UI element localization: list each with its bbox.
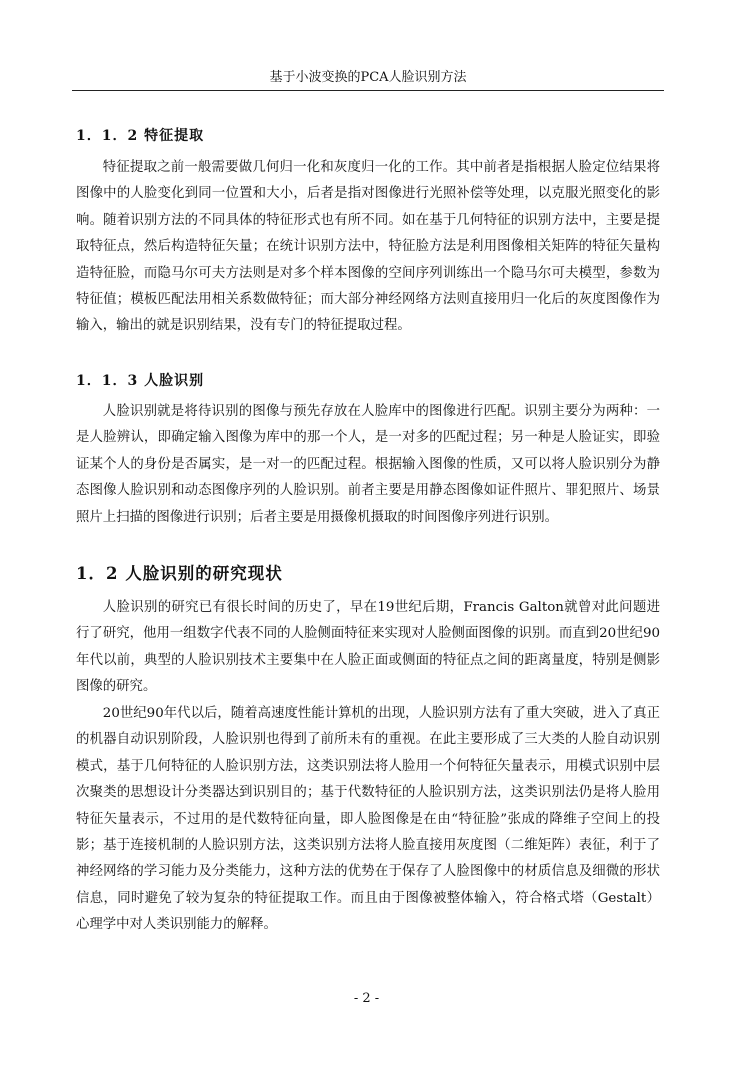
header-rule [72,90,664,91]
section-heading-1-2: 1．2 人脸识别的研究现状 [76,564,283,583]
paragraph-research-history: 人脸识别的研究已有很长时间的历史了，早在19世纪后期，Francis Galton就曾对此问题进行了研究，他用一组数字代表不同的人脸侧面特征来实现对人脸侧面图像的识别。而直到20世纪90年代以前，典型的人脸识别技术主要集中在人脸正面或侧面的特征点之间的距离量度，特别是侧影图像的研究。 [76,600,660,695]
paragraph-research-status: 20世纪90年代以后，随着高速度性能计算机的出现，人脸识别方法有了重大突破，进入了真正的机器自动识别阶段，人脸识别也得到了前所未有的重视。在此主要形成了三大类的人脸自动识别模式，基于几何特征的人脸识别方法，这类识别法将人脸用一个何特征矢量表示，用模式识别中层次聚类的思想设计分类器达到识别目的；基于代数特征的人脸识别方法，这类识别法仍是将人脸用特征矢量表示，不过用的是代数特征向量，即人脸图像是在由“特征脸”张成的降维子空间上的投影；基于连接机制的人脸识别方法，这类识别方法将人脸直接用灰度图（二维矩阵）表征，利于了神经网络的学习能力及分类能力，这种方法的优势在于保存了人脸图像中的材质信息及细微的形状信息，同时避免了较为复杂的特征提取工作。而且由于图像被整体输入，符合格式塔（Gestalt）心理学中对人类识别能力的解释。 [76,706,660,933]
running-header: 基于小波变换的PCA人脸识别方法 [269,70,467,85]
paragraph-face-recognition: 人脸识别就是将待识别的图像与预先存放在人脸库中的图像进行匹配。识别主要分为两种：一是人脸辨认，即确定输入图像为库中的那一个人，是一对多的匹配过程；另一种是人脸证实，即验证某个人的身份是否属实，是一对一的匹配过程。根据输入图像的性质，又可以将人脸识别分为静态图像人脸识别和动态图像序列的人脸识别。前者主要是用静态图像如证件照片、罪犯照片、场景照片上扫描的图像进行识别；后者主要是用摄像机摄取的时间图像序列进行识别。 [76,404,660,525]
page-number: - 2 - [353,991,380,1006]
section-heading-1-1-3: 1．1．3 人脸识别 [76,373,205,389]
section-heading-1-1-2: 1．1．2 特征提取 [76,128,205,144]
paragraph-feature-extraction: 特征提取之前一般需要做几何归一化和灰度归一化的工作。其中前者是指根据人脸定位结果将图像中的人脸变化到同一位置和大小，后者是指对图像进行光照补偿等处理，以克服光照变化的影响。随着识别方法的不同具体的特征形式也有所不同。如在基于几何特征的识别方法中，主要是提取特征点，然后构造特征矢量；在统计识别方法中，特征脸方法是利用图像相关矩阵的特征矢量构造特征脸，而隐马尔可夫方法则是对多个样本图像的空间序列训练出一个隐马尔可夫模型，参数为特征值；模板匹配法用相关系数做特征；而大部分神经网络方法则直接用归一化后的灰度图像作为输入，输出的就是识别结果，没有专门的特征提取过程。 [76,160,660,334]
